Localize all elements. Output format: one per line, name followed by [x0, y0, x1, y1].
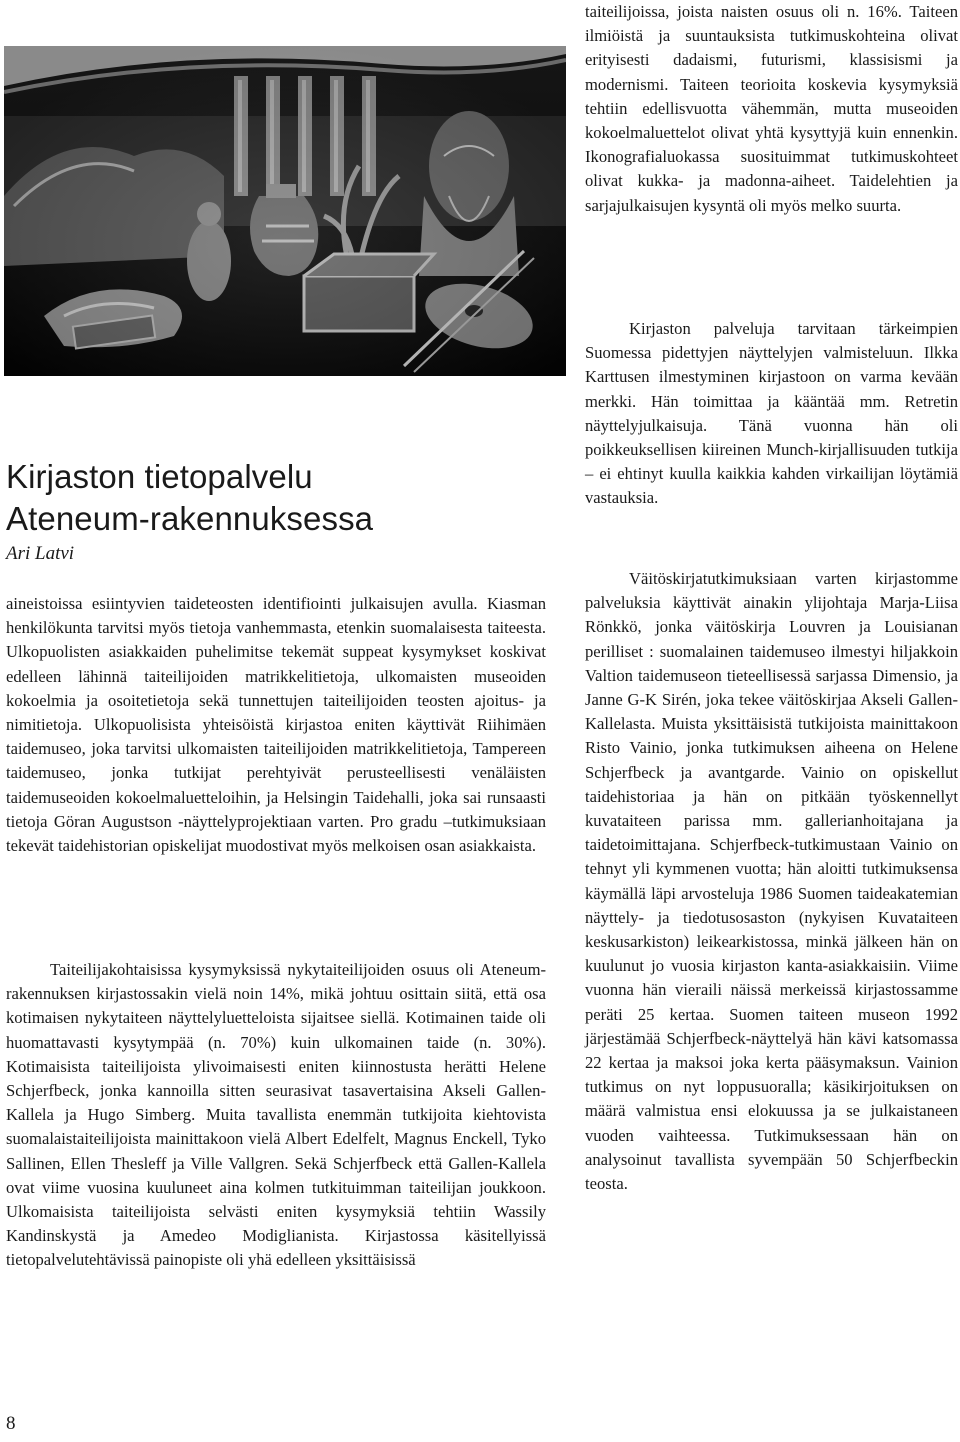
right-top-paragraph: taiteilijoissa, joista naisten osuus oli n. 16%. Taiteen ilmiöistä ja suuntauksista tutkimuskohteina olivat erityisesti dadaismi, futurismi, klassisismi ja modernismi. Taiteen teorioita koskevia kysymyksiä tehtiin edellisvuotta vähemmän, mutta museoiden kokoelmaluettelot olivat yhtä kysyttyjä kuin ennenkin. Ikonografialuokassa suosituimmat tutkimuskohteet olivat kukka- ja madonna-aiheet. Taidelehtien ja sarjajulkaisujen kysyntä oli myös melko suurta.: [585, 2, 958, 215]
still-life-photo: [4, 46, 566, 376]
right-column-paragraph-2: [585, 567, 958, 1196]
header-photo: [4, 46, 566, 376]
article-heading: [6, 456, 546, 566]
right-paragraph-1: Kirjaston palveluja tarvitaan tärkeimpien Suomessa pidettyjen näyttelyjen valmisteluun. Ilkka Karttusen ilmestyminen kirjastoon on varma kevään merkki. Hän toimittaa ja kääntää mm. Retretin näyttelyjulkaisuja. Tänä vuonna hän oli poikkeuksellisen kiireinen Munch-kirjallisuuden tutkija – ei ehtinyt kuulla kaikkia kahden virkailijan löytämiä vastauksia.: [585, 319, 958, 508]
right-paragraph-2: Väitöskirjatutkimuksiaan varten kirjastomme palveluksia käyttivät ainakin ylijohtaja Marja-Liisa Rönkkö, jonka väitöskirja Louvren ja Louisianan perilliset : suomalainen taidemuseo ilmestyi hiljakkoin Valtion taidemuseon tieteellisessä sarjassa Dimensio, ja Janne G-K Sirén, joka tekee väitöskirjaa Akseli Gallen-Kallelasta. Muista yksittäisistä tutkijoista mainittakoon Risto Vainio, jonka tutkimuksen aiheena on Helene Schjerfbeck ja avantgarde. Vainio on opiskellut taidehistoriaa ja hän on pitkään työskennellyt kuvataiteen parissa mm. gallerianhoitajana ja taidetoimittajana. Schjerfbeck-tutkimustaan Vainio on tehnyt yli kymmenen vuotta; hän aloitti tutkimuksensa käymällä läpi arvosteluja 1986 Suomen taideakatemian näyttely- ja tiedotusosaston (nykyisen Kuvataiteen keskusarkiston) leikearkistossa, minkä jälkeen hän on kuulunut jo vuosia kirjaston kanta-asiakkaisiin. Viime vuonna hän vieraili näissä merkeissä kirjastossamme peräti 25 kertaa. Suomen taiteen museon 1992 järjestämää Schjerfbeck-näyttelyä hän kävi katsomassa 22 kertaa ja maksoi joka kerta pääsymaksun. Vainion tutkimus on nyt loppusuoralla; käsikirjoituksen on määrä valmistua ensi elokuussa ja se julkaistaneen vuoden vaihteessa. Tutkimuksessaan hän on analysoinut tavallista syvempään 50 Schjerfbeckin teosta.: [585, 569, 958, 1194]
article-author: Ari Latvi: [6, 543, 75, 564]
left-column-paragraph-1: [6, 592, 546, 858]
left-paragraph-2: Taiteilijakohtaisissa kysymyksissä nykytaiteilijoiden osuus oli Ateneum-rakennuksen kirjastossakin vielä noin 14%, mikä johtuu osittain siitä, että osa kotimaisen nykytaiteen näyttelyluetteloista sijaitsee siellä. Kotimainen taide oli huomattavasti kysytympää (n. 70%) kuin ulkomainen taide (n. 30%). Kotimaisista taiteilijoista ylivoimaisesti eniten kiinnostusta herätti Helene Schjerfbeck, jonka kannoilla sitten seurasivat tasavertaisina Akseli Gallen-Kallela ja Hugo Simberg. Muita tavallista enemmän tutkijoita kiehtovista suomalaistaiteilijoista mainittakoon vielä Albert Edelfelt, Magnus Enckell, Tyko Sallinen, Ellen Thesleff ja Ville Vallgren. Sekä Schjerfbeck että Gallen-Kallela ovat viime vuosina kuuluneet aina kolmen tutkituimman taiteilijan joukkoon. Ulkomaisista taiteilijoista selvästi eniten kysymyksiä tehtiin Wassily Kandinskystä ja Amedeo Modiglianista. Kirjastossa käsitellyissä tietopalvelutehtävissä painopiste oli yhä edelleen yksittäisissä: [6, 960, 546, 1270]
right-column-paragraph-1: [585, 317, 958, 511]
article-title: [6, 456, 546, 540]
article-title-line-2: Ateneum-rakennuksessa: [6, 500, 374, 537]
article-title-line-1: Kirjaston tietopalvelu: [6, 458, 313, 495]
right-column-top: [585, 0, 958, 218]
left-column-paragraph-2: [6, 958, 546, 1273]
left-paragraph-1: aineistoissa esiintyvien taideteosten identifiointi julkaisujen avulla. Kiasman henkilökunta tarvitsi myös tietoja vanhemmasta, etenkin suomalaisesta taiteesta. Ulkopuolisten asiakkaiden puhelimitse tekemät suppeat kysymykset koskivat edelleen lähinnä taiteilijoiden matrikkelitietoja, ulkomaisten museoiden kokoelmia ja osoitetietoja sekä tunnettujen taiteilijoiden teosten ajoitus- ja nimitietoja. Ulkopuolisista yhteisöistä kirjastoa eniten käyttivät Riihimäen taidemuseo, joka tarvitsi ulkomaisten taiteilijoiden matrikkelitietoja, Tampereen taidemuseo, jonka tutkijat perehtyivät perusteellisesti venäläisten taidemuseoiden kokoelmaluetteloihin, ja Helsingin Taidehalli, joka sai runsaasti tietoja Göran Augustson -näyttelyprojektiaan varten. Pro gradu –tutkimuksiaan tekevät taidehistorian opiskelijat muodostivat myös melkoisen osan asiakkaista.: [6, 594, 546, 856]
page-number: 8: [6, 1413, 16, 1434]
